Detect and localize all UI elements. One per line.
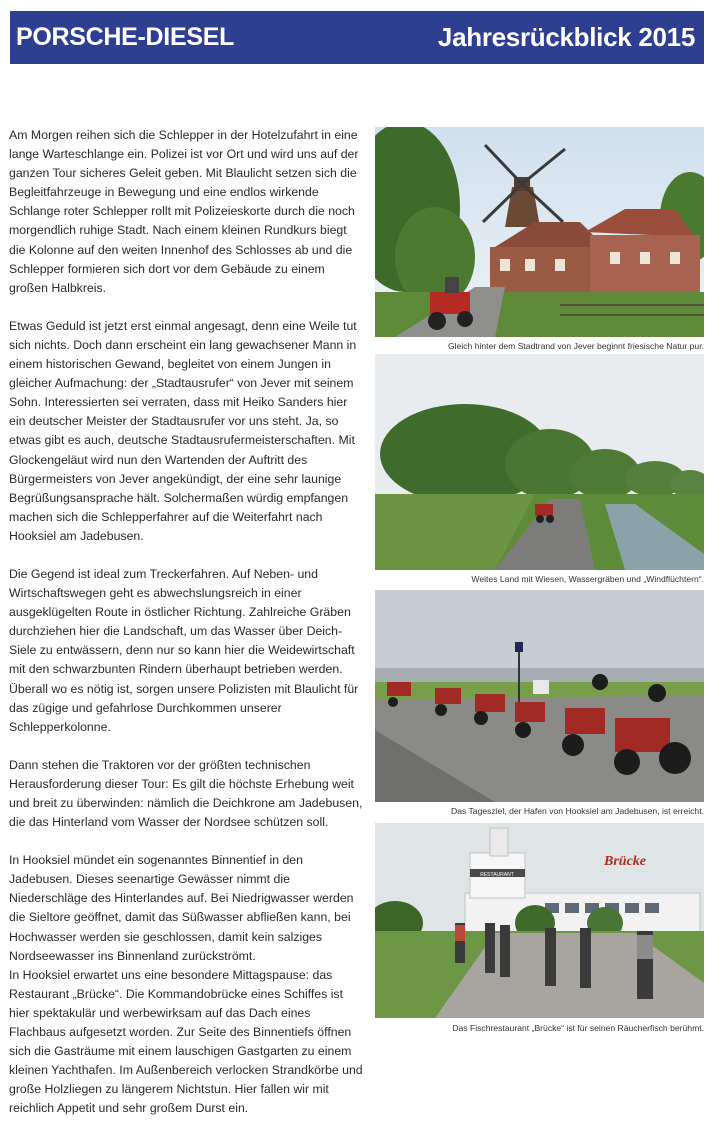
- paragraph-6: In Hooksiel erwartet uns eine besondere Mittagspause: das Restaurant „Brücke“. Die Kommandobrücke eines Schiffes ist hier spektakulär und werbewirksam auf das Dach eines Flachbaus aufgesetzt worden. Zur Seite des Binnentiefs öffnen sich die Gasträume mit einem lauschigen Gastgarten zu einem kleinen Yachthafen. Im Außenbereich verlocken Strandkörbe und große Holzliegen zu längerem Nichtstun. Hier fallen wir mit reichlich Appetit und sehr großem Durst ein.: [9, 967, 363, 1116]
- issue-title: Jahresrückblick 2015: [437, 22, 695, 52]
- photo-restaurant-bruecke: [375, 823, 704, 1018]
- restaurant-sign-text: Brücke: [604, 854, 646, 869]
- caption-harbour-tractors: Das Tagesziel, der Hafen von Hooksiel am Jadebusen, ist erreicht.: [450, 806, 704, 816]
- page-header: [10, 11, 704, 64]
- caption-restaurant-bruecke: Das Fischrestaurant „Brücke“ ist für seinen Räucherfisch berühmt.: [452, 1023, 704, 1033]
- magazine-title: PORSCHE-DIESEL: [16, 23, 235, 51]
- caption-windmill: Gleich hinter dem Stadtrand von Jever beginnt friesische Natur pur.: [447, 341, 704, 351]
- article-body: [9, 126, 364, 1138]
- paragraph-4: Dann stehen die Traktoren vor der größten technischen Herausforderung dieser Tour: Es gilt die höchste Erhebung weit und breit zu überwinden: nämlich die Deichkrone am Jadebusen, die das Hinterland vom Wasser der Nordsee schützen soll.: [9, 757, 363, 830]
- caption-road-trees: Weites Land mit Wiesen, Wassergräben und „Windflüchtern“.: [471, 574, 704, 584]
- paragraph-5: In Hooksiel mündet ein sogenanntes Binnentief in den Jadebusen. Dieses seenartige Gewässer nimmt die Niederschläge des Hinterlandes auf. Bei Niedrigwasser werden die Sieltore geöffnet, damit das Süßwasser abfließen kann, bei Hochwasser werden sie geschlossen, damit kein salziges Nordseewasser ins Binnenland zurückströmt.: [9, 853, 354, 963]
- photo-windmill: [375, 127, 704, 337]
- photo-harbour-tractors: [375, 590, 704, 802]
- building-label-text: RESTAURANT: [480, 872, 514, 878]
- paragraph-1: Am Morgen reihen sich die Schlepper in der Hotelzufahrt in eine lange Warteschlange ein. Polizei ist vor Ort und wird uns auf der ganzen Tour sicheres Geleit geben. Mit Blaulicht setzen sich die Begleitfahrzeuge in Bewegung und eine endlos wirkende Schlange roter Schlepper rollt mit Polizeieskorte durch die noch morgendlich ruhige Stadt. Nach einem kleinen Rundkurs biegt die Kolonne auf den weiten Innenhof des Schlosses ab und die Schlepper formieren sich dort vor dem Gebäude zu einem großen Halbkreis.: [9, 128, 359, 295]
- paragraph-2: Etwas Geduld ist jetzt erst einmal angesagt, denn eine Weile tut sich nichts. Doch dann erscheint ein lang gewachsener Mann in einem historischen Gewand, begleitet von einem Jungen in gleicher Aufmachung: der „Stadtausrufer“ von Jever mit seinem Sohn. Interessierten sei verraten, dass mit Heiko Sanders hier ein deutscher Meister der Stadtausrufer vor uns steht. Ja, so etwas gibt es auch, deutsche Stadtausrufermeisterschaften. Mit Glockengeläut wird nun den Wartenden der Auftritt des Bürgermeisters von Jever angekündigt, der eine sehr launige Begrüßungsansprache hält. Solchermaßen würdig empfangen machen sich die Schlepperfahrer auf die Weiterfahrt nach Hooksiel am Jadebusen.: [9, 318, 357, 543]
- paragraph-3: Die Gegend ist ideal zum Treckerfahren. Auf Neben- und Wirtschaftswegen geht es abwechslungsreich in einer ausgeklügelten Route in östlicher Richtung. Zahlreiche Gräben durchziehen hier die Landschaft, um das Wasser über Deich-Siele zu entwässern, denn nur so kann hier die Weidewirtschaft mit den schwarzbunten Rindern überhaupt betrieben werden. Überall wo es nötig ist, sorgen unsere Polizisten mit Blaulicht für das zügige und gefahrlose Durchkommen unserer Schlepperkolonne.: [9, 566, 359, 734]
- photo-road-trees: [375, 354, 704, 570]
